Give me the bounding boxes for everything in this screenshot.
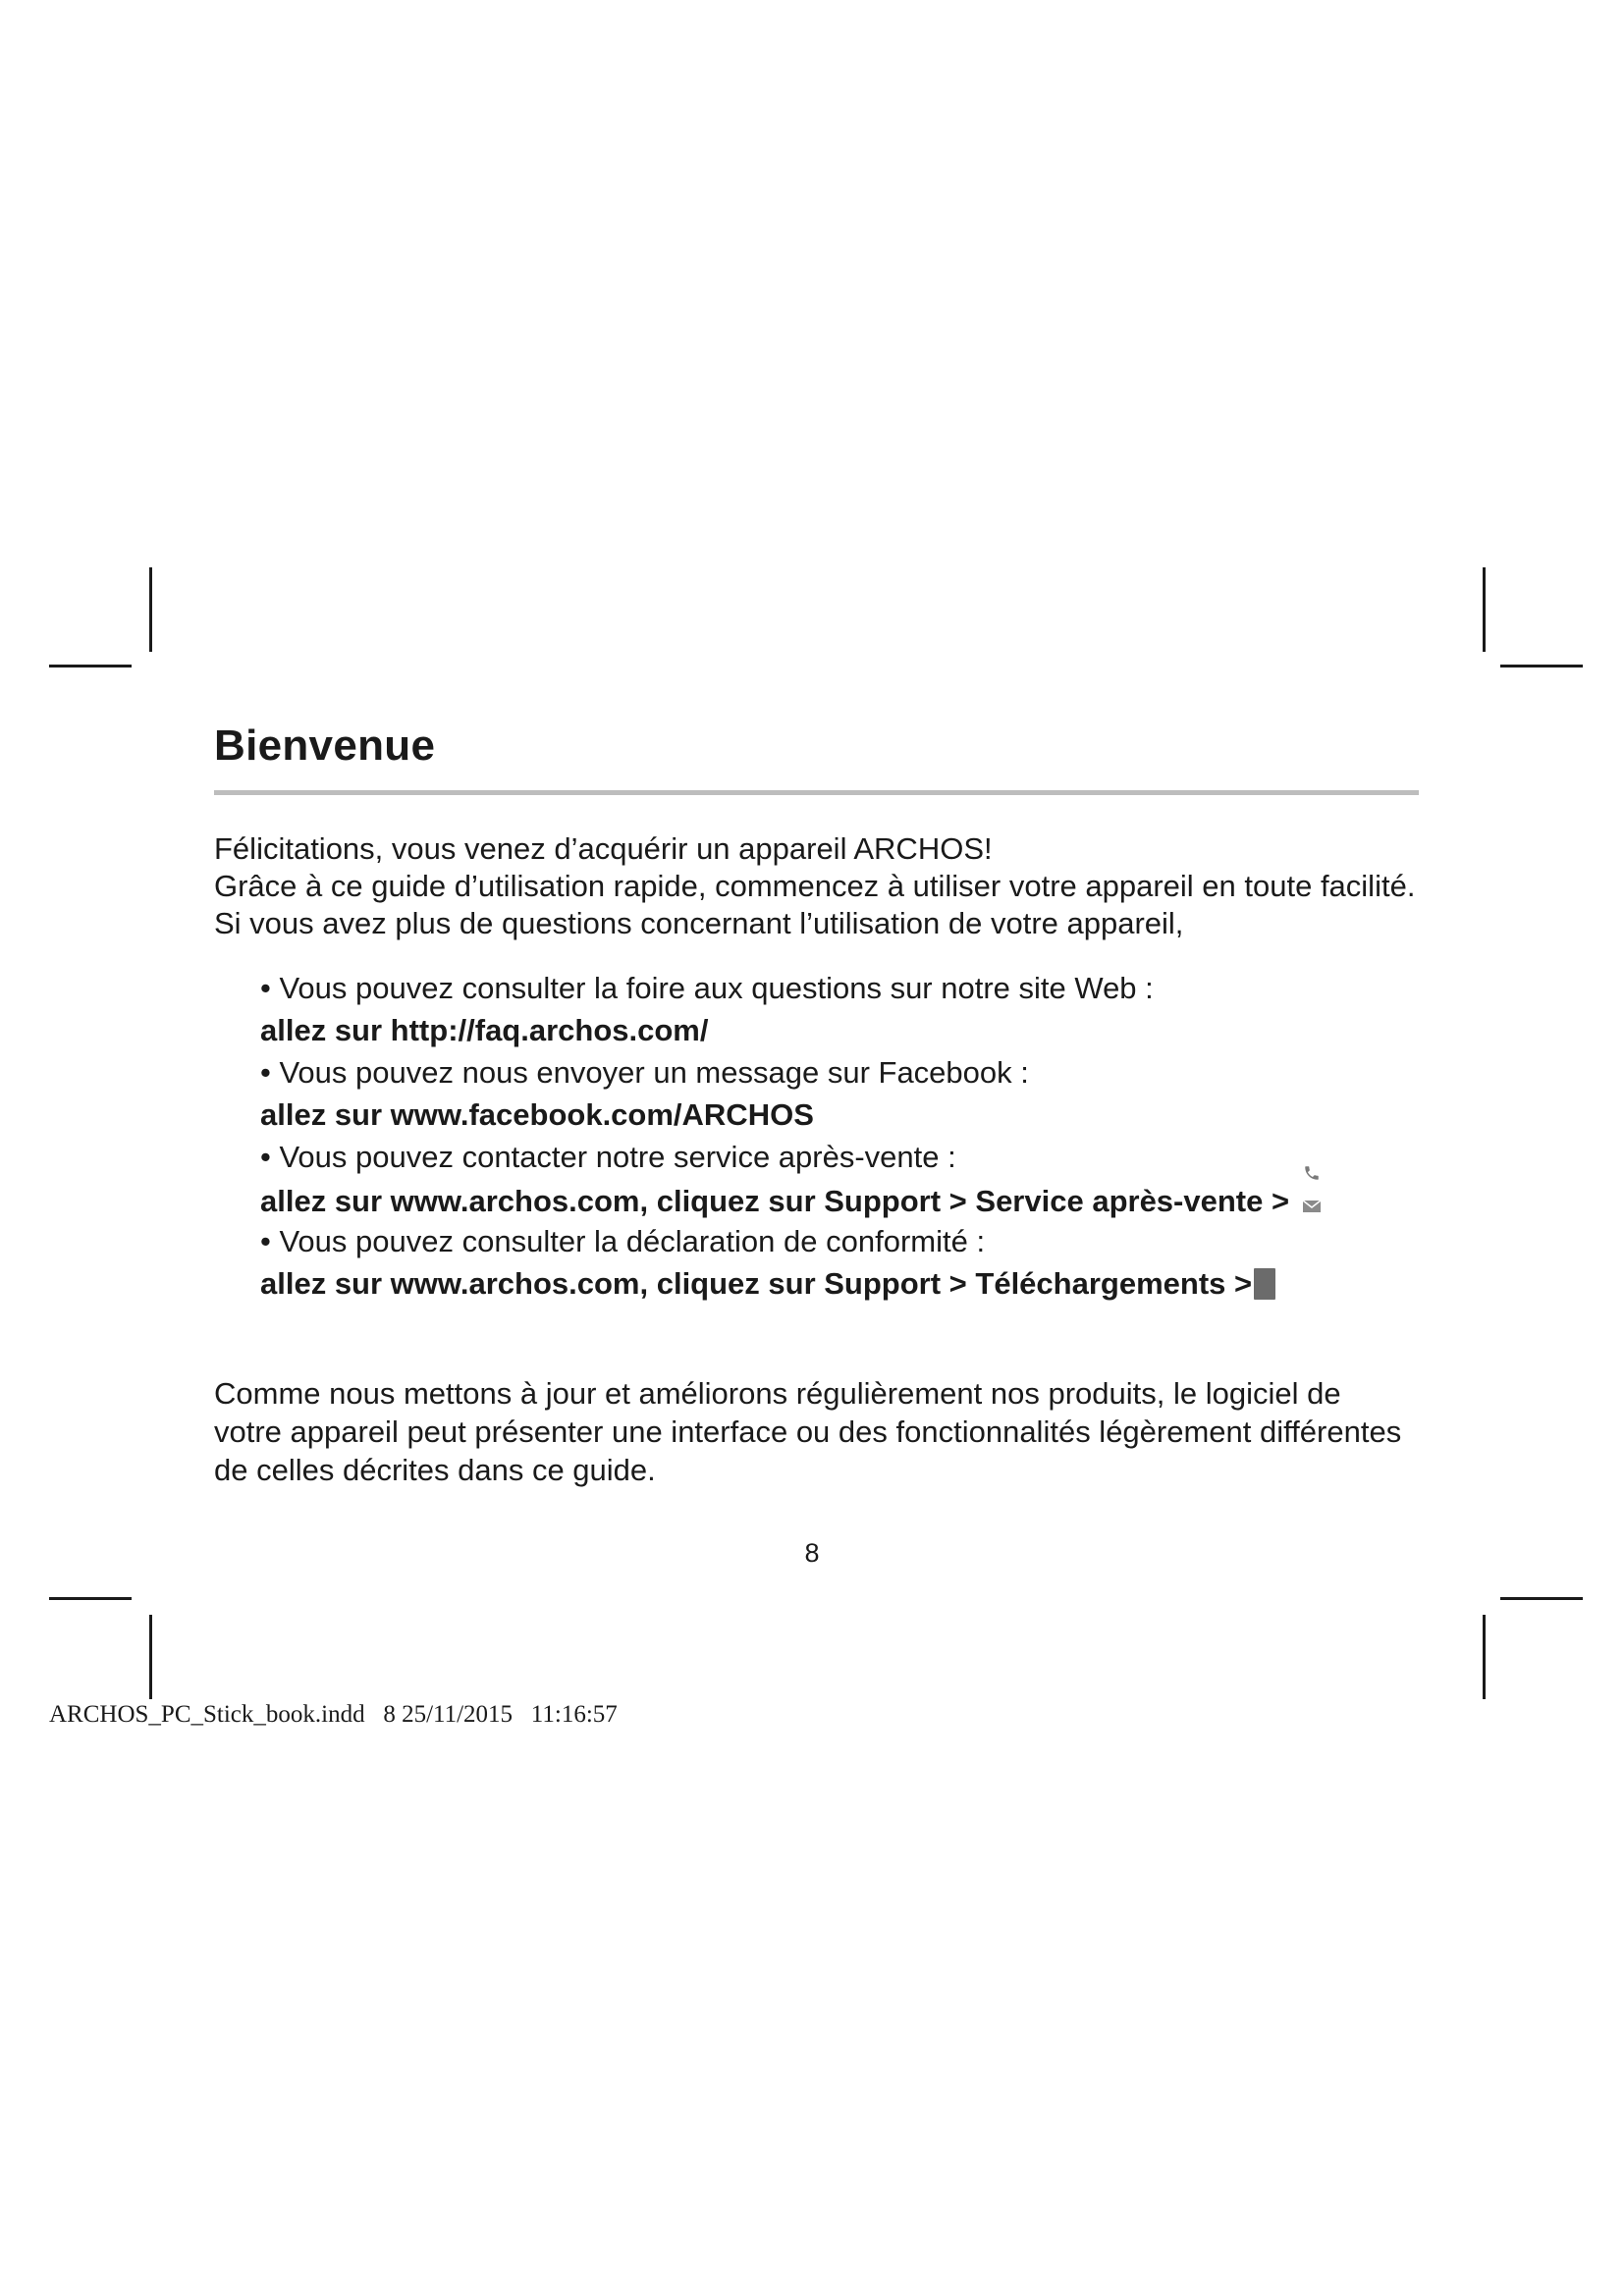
conformity-link-row [260,1262,1438,1305]
crop-mark-bottom-left-vertical [149,1615,152,1699]
intro-line: Félicitations, vous venez d’acquérir un appareil ARCHOS! [214,831,993,866]
support-list [260,967,1438,1305]
intro-line: Grâce à ce guide d’utilisation rapide, commencez à utiliser votre appareil en toute facilité. [214,869,1416,903]
facebook-link[interactable]: allez sur www.facebook.com/ARCHOS [260,1097,814,1132]
after-sales-link-row [260,1178,1438,1220]
page-title: Bienvenue [214,721,436,770]
after-sales-link[interactable]: allez sur www.archos.com, cliquez sur Support > Service après-vente > [260,1184,1290,1218]
intro-line: Si vous avez plus de questions concernant l’utilisation de votre appareil, [214,906,1184,940]
title-rule [214,790,1419,795]
print-slug: ARCHOS_PC_Stick_book.indd 8 25/11/2015 11:16:57 [49,1701,618,1728]
crop-mark-top-left-vertical [149,567,152,652]
crop-mark-top-left-horizontal [49,665,132,667]
intro-paragraph [214,830,1481,942]
outro-line: votre appareil peut présenter une interface ou des fonctionnalités légèrement différentes [214,1415,1402,1449]
phone-icon [1303,1164,1321,1182]
outro-line: de celles décrites dans ce guide. [214,1453,656,1487]
list-item-conformity: • Vous pouvez consulter la déclaration de conformité : [260,1224,986,1258]
contact-icons [1295,1178,1325,1217]
outro-line: Comme nous mettons à jour et améliorons régulièrement nos produits, le logiciel de [214,1376,1341,1411]
list-item-after-sales: • Vous pouvez contacter notre service après-vente : [260,1140,956,1174]
faq-link[interactable]: allez sur http://faq.archos.com/ [260,1013,709,1047]
crop-mark-top-right-horizontal [1500,665,1583,667]
crop-mark-bottom-left-horizontal [49,1597,132,1600]
crop-mark-bottom-right-horizontal [1500,1597,1583,1600]
crop-mark-bottom-right-vertical [1483,1615,1486,1699]
crop-mark-top-right-vertical [1483,567,1486,652]
list-item-facebook: • Vous pouvez nous envoyer un message sur Facebook : [260,1055,1029,1090]
mail-icon [1302,1200,1322,1213]
conformity-link[interactable]: allez sur www.archos.com, cliquez sur Support > Téléchargements > [260,1266,1253,1301]
closing-paragraph [214,1374,1490,1489]
list-item-faq: • Vous pouvez consulter la foire aux questions sur notre site Web : [260,971,1154,1005]
page-number: 8 [804,1538,820,1568]
document-icon [1254,1268,1275,1300]
